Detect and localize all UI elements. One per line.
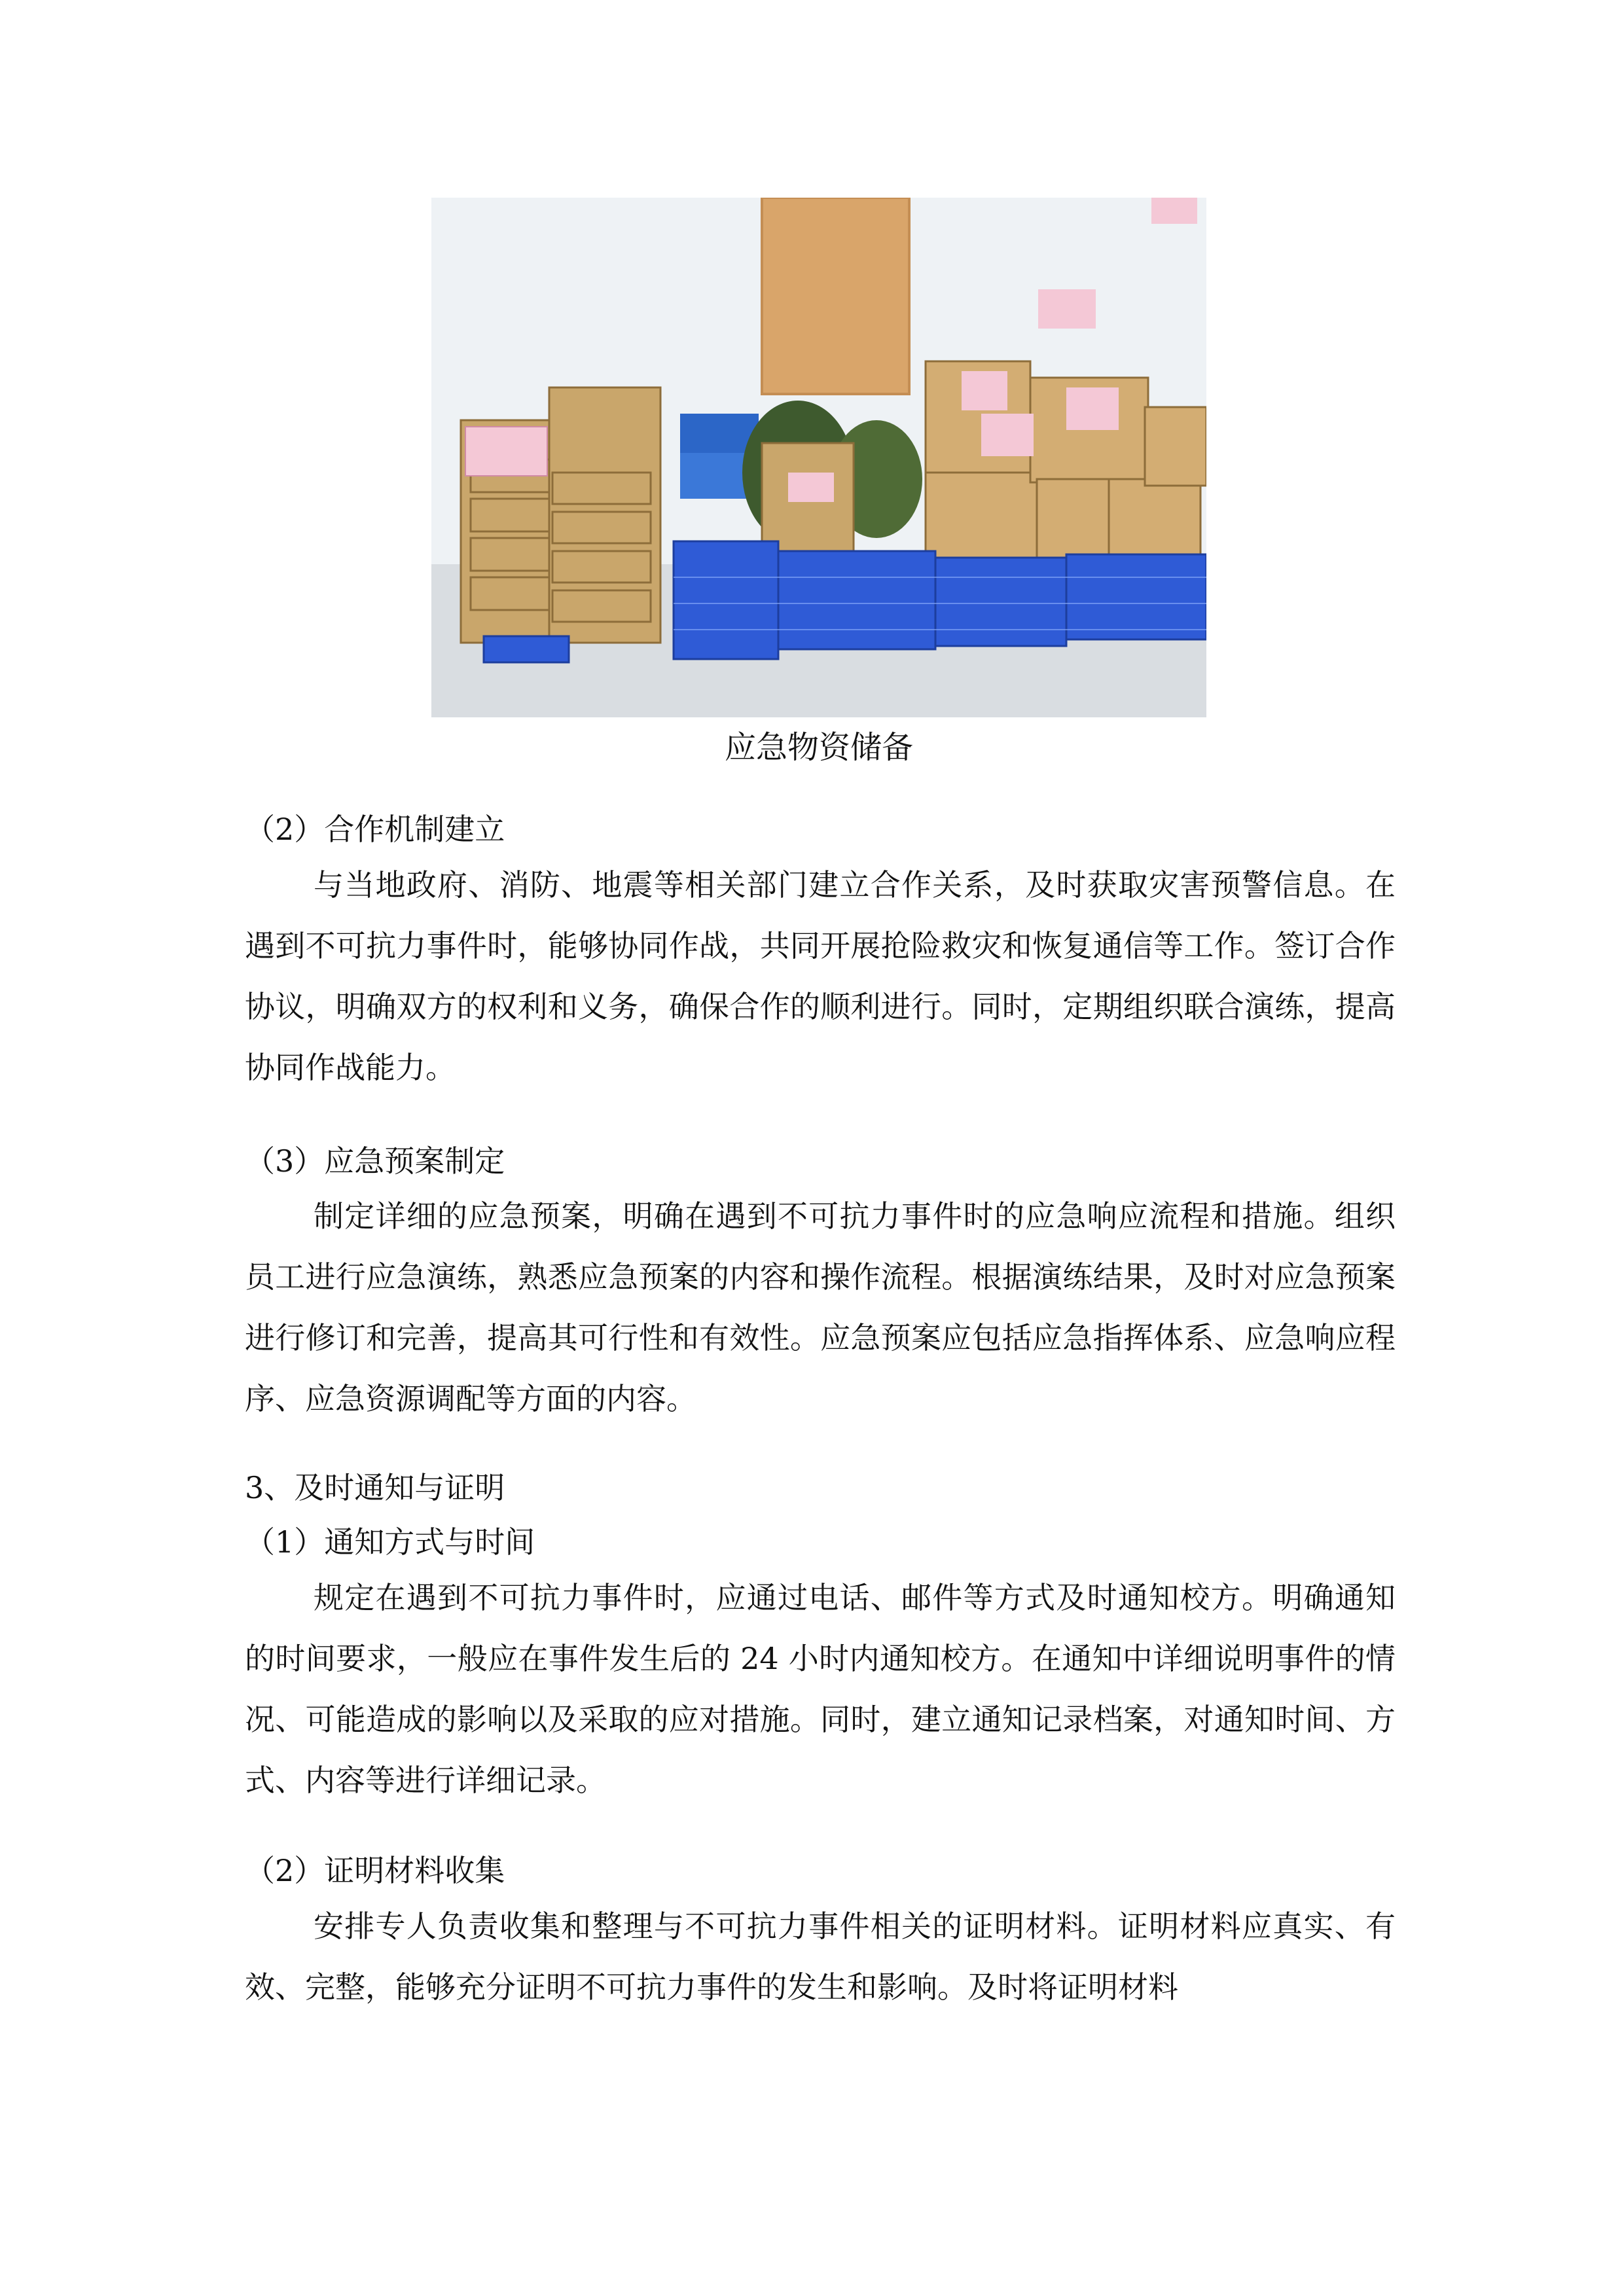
paragraph-emergency-plan: 制定详细的应急预案，明确在遇到不可抗力事件时的应急响应流程和措施。组织员工进行应急演练，熟悉应急预案的内容和操作流程。根据演练结果，及时对应急预案进行修订和完善，提高其可行性和有效性。应急预案应包括应急指挥体系、应急响应程序、应急资源调配等方面的内容。: [245, 1198, 1396, 1416]
section-heading-cooperation: （2）合作机制建立: [245, 812, 505, 847]
section-heading-notification: 3、及时通知与证明: [245, 1470, 505, 1505]
section-heading-emergency-plan: （3）应急预案制定: [245, 1143, 505, 1179]
paragraph-evidence: 安排专人负责收集和整理与不可抗力事件相关的证明材料。证明材料应真实、有效、完整，能够充分证明不可抗力事件的发生和影响。及时将证明材料: [245, 1909, 1396, 2005]
paragraph-cooperation: 与当地政府、消防、地震等相关部门建立合作关系，及时获取灾害预警信息。在遇到不可抗力事件时，能够协同作战，共同开展抢险救灾和恢复通信等工作。签订合作协议，明确双方的权利和义务，确保合作的顺利进行。同时，定期组织联合演练，提高协同作战能力。: [245, 867, 1396, 1085]
subsection-heading-evidence: （2）证明材料收集: [245, 1853, 505, 1888]
emergency-supplies-photo: [431, 198, 1206, 717]
subsection-heading-notification-method: （1）通知方式与时间: [245, 1524, 535, 1560]
photo-illustration: [431, 198, 1206, 717]
figure-caption: 应急物资储备: [724, 729, 913, 766]
paragraph-notification-method: 规定在遇到不可抗力事件时，应通过电话、邮件等方式及时通知校方。明确通知的时间要求，一般应在事件发生后的 24 小时内通知校方。在通知中详细说明事件的情况、可能造成的影响以及采取的应对措施。同时，建立通知记录档案，对通知时间、方式、内容等进行详细记录。: [245, 1580, 1396, 1798]
